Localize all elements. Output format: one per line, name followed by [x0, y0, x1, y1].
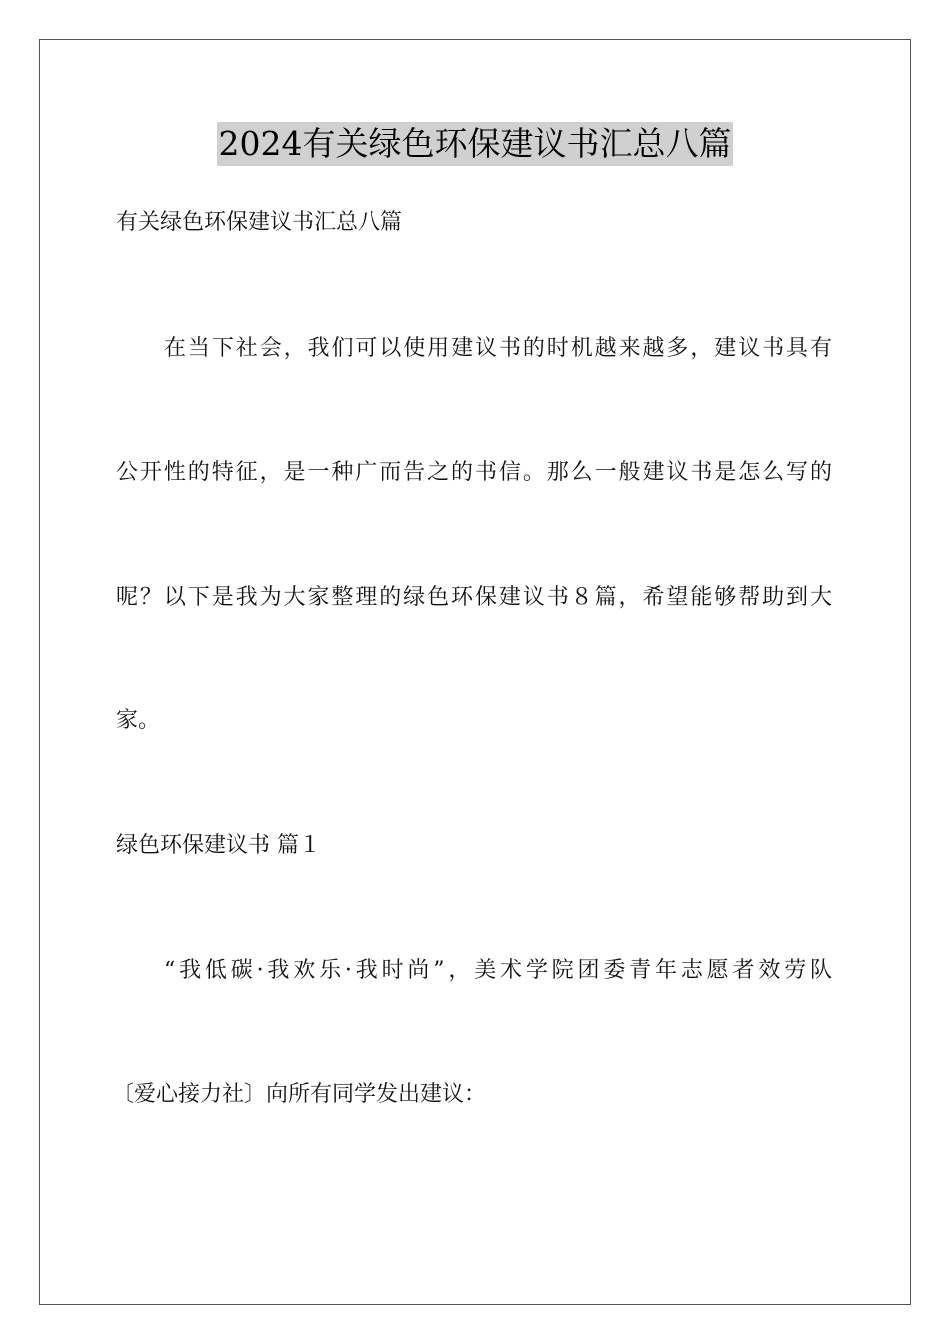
title-container: [0, 122, 950, 166]
intro-line-2: 公开性的特征，是一种广而告之的书信。那么一般建议书是怎么写的: [116, 460, 832, 485]
section-line-2: 〔爱心接力社〕向所有同学发出建议：: [112, 1082, 487, 1107]
intro-line-1: 在当下社会，我们可以使用建议书的时机越来越多，建议书具有: [164, 336, 832, 361]
intro-line-3: 呢？以下是我为大家整理的绿色环保建议书８篇，希望能够帮助到大: [116, 585, 832, 610]
intro-line-4: 家。: [116, 708, 161, 733]
document-subtitle: 有关绿色环保建议书汇总八篇: [116, 210, 403, 235]
section-line-1: “我低碳·我欢乐·我时尚”，美术学院团委青年志愿者效劳队: [164, 958, 832, 983]
section-heading: 绿色环保建议书 篇１: [116, 833, 321, 858]
document-title: 2024有关绿色环保建议书汇总八篇: [217, 122, 734, 166]
